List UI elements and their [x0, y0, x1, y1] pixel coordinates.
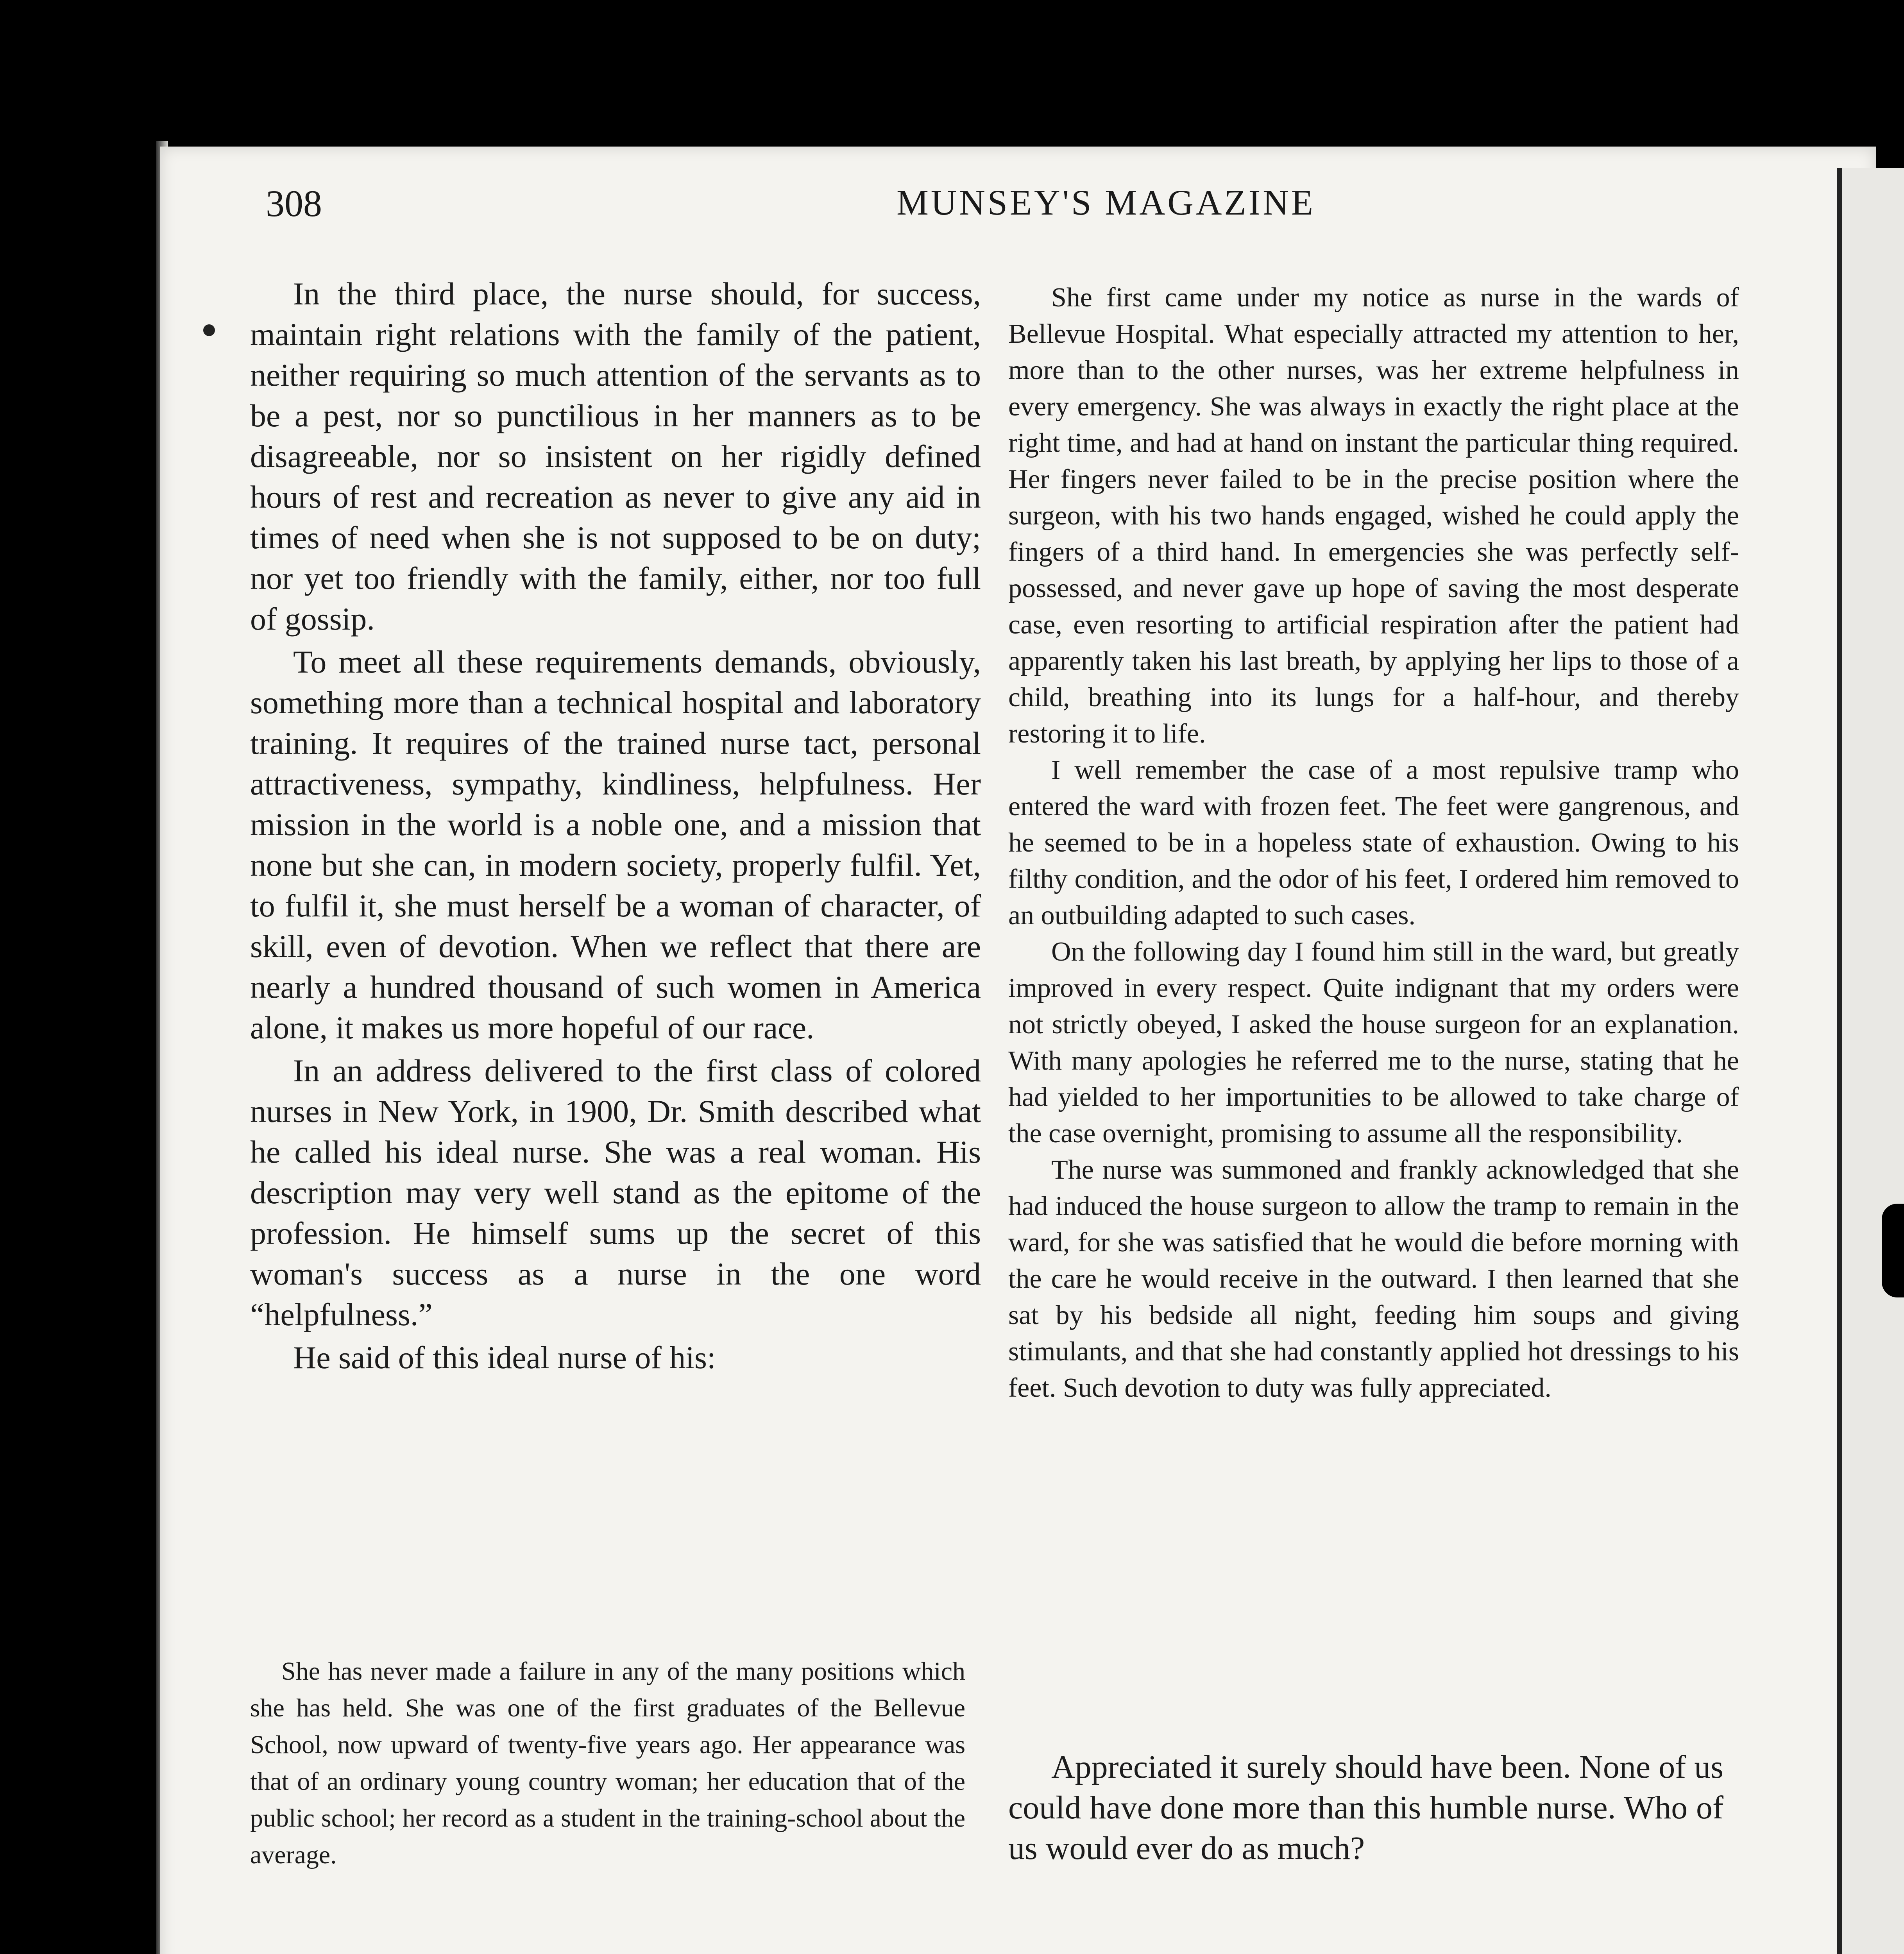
paragraph: To meet all these requirements demands, obviously, something more than a technical hospital and laboratory training. It requires of the trained nurse tact, personal attractiveness, sympathy, kindliness, helpfulness. Her mission in the world is a noble one, and a mission that none but she can, in modern society, properly fulfil. Yet, to fulfil it, she must herself be a woman of character, of skill, even of devotion. When we reflect that there are nearly a hundred thousand of such women in America alone, it makes us more hopeful of our race.	[250, 644, 981, 1045]
paragraph: On the following day I found him still in the ward, but greatly improved in every respect. Quite indignant that my orders were not strictly obeyed, I asked the house surgeon for an explanation. With many apologies he referred me to the nurse, stating that he had yielded to her importunities to be allowed to take charge of the case overnight, promising to assume all the responsibility.	[1008, 937, 1739, 1149]
paragraph: I well remember the case of a most repulsive tramp who entered the ward with frozen feet. The feet were gangrenous, and he seemed to be in a hopeless state of exhaustion. Owing to his filthy condition, and the odor of his feet, I ordered him removed to an outbuilding adapted to such cases.	[1008, 755, 1739, 930]
paragraph: In an address delivered to the first class of colored nurses in New York, in 1900, Dr. Smith described what he called his ideal nurse. She was a real woman. His description may very well stand as the epitome of the profession. He himself sums up the secret of this woman's success as a nurse in the one word “helpfulness.”	[250, 1053, 981, 1332]
next-page-edge	[1837, 168, 1904, 1954]
block-quote: She has never made a failure in any of the many positions which she has held. She was one of the first graduates of the Bellevue School, now upward of twenty-five years ago. Her appearance was that of an ordinary young country woman; her education that of the public school; her record as a student in the training-school about the average.	[250, 1657, 965, 1869]
magazine-title: MUNSEY'S MAGAZINE	[897, 183, 1315, 222]
paragraph: He said of this ideal nurse of his:	[293, 1340, 716, 1375]
page-number: 308	[266, 183, 322, 224]
right-column	[1008, 279, 1739, 1406]
paragraph: She first came under my notice as nurse in the wards of Bellevue Hospital. What especially attracted my attention to her, more than to the other nurses, was her extreme helpfulness in every emergency. She was always in exactly the right place at the right time, and had at hand on instant the particular thing required. Her fingers never failed to be in the precise position where the surgeon, with his two hands engaged, wished he could apply the fingers of a third hand. In emergencies she was perfectly self-possessed, and never gave up hope of saving the most desperate case, even resorting to artificial respiration after the patient had apparently taken his last breath, by applying her lips to those of a child, breathing into its lungs for a half-hour, and thereby restoring it to life.	[1008, 283, 1739, 749]
paragraph: The nurse was summoned and frankly acknowledged that she had induced the house surgeon to allow the tramp to remain in the ward, for she was satisfied that he would die before morning with the care he would receive in the outward. I then learned that she sat by his bedside all night, feeding him soups and giving stimulants, and that she had constantly applied hot dressings to his feet. Such devotion to duty was fully appreciated.	[1008, 1155, 1739, 1403]
punch-hole-mark	[203, 324, 215, 336]
page-notch	[1882, 1204, 1904, 1297]
paragraph: In the third place, the nurse should, for success, maintain right relations with the family of the patient, neither requiring so much attention of the servants as to be a pest, nor so punctilious in her manners as to be disagreeable, nor so insistent on her rigidly defined hours of rest and recreation as never to give any aid in times of need when she is not supposed to be on duty; nor yet too friendly with the family, either, nor too full of gossip.	[250, 276, 981, 637]
closing-paragraph: Appreciated it surely should have been. None of us could have done more than this humble nurse. Who of us would ever do as much?	[1008, 1749, 1723, 1866]
page-header	[266, 182, 1809, 240]
left-column	[250, 274, 981, 1378]
